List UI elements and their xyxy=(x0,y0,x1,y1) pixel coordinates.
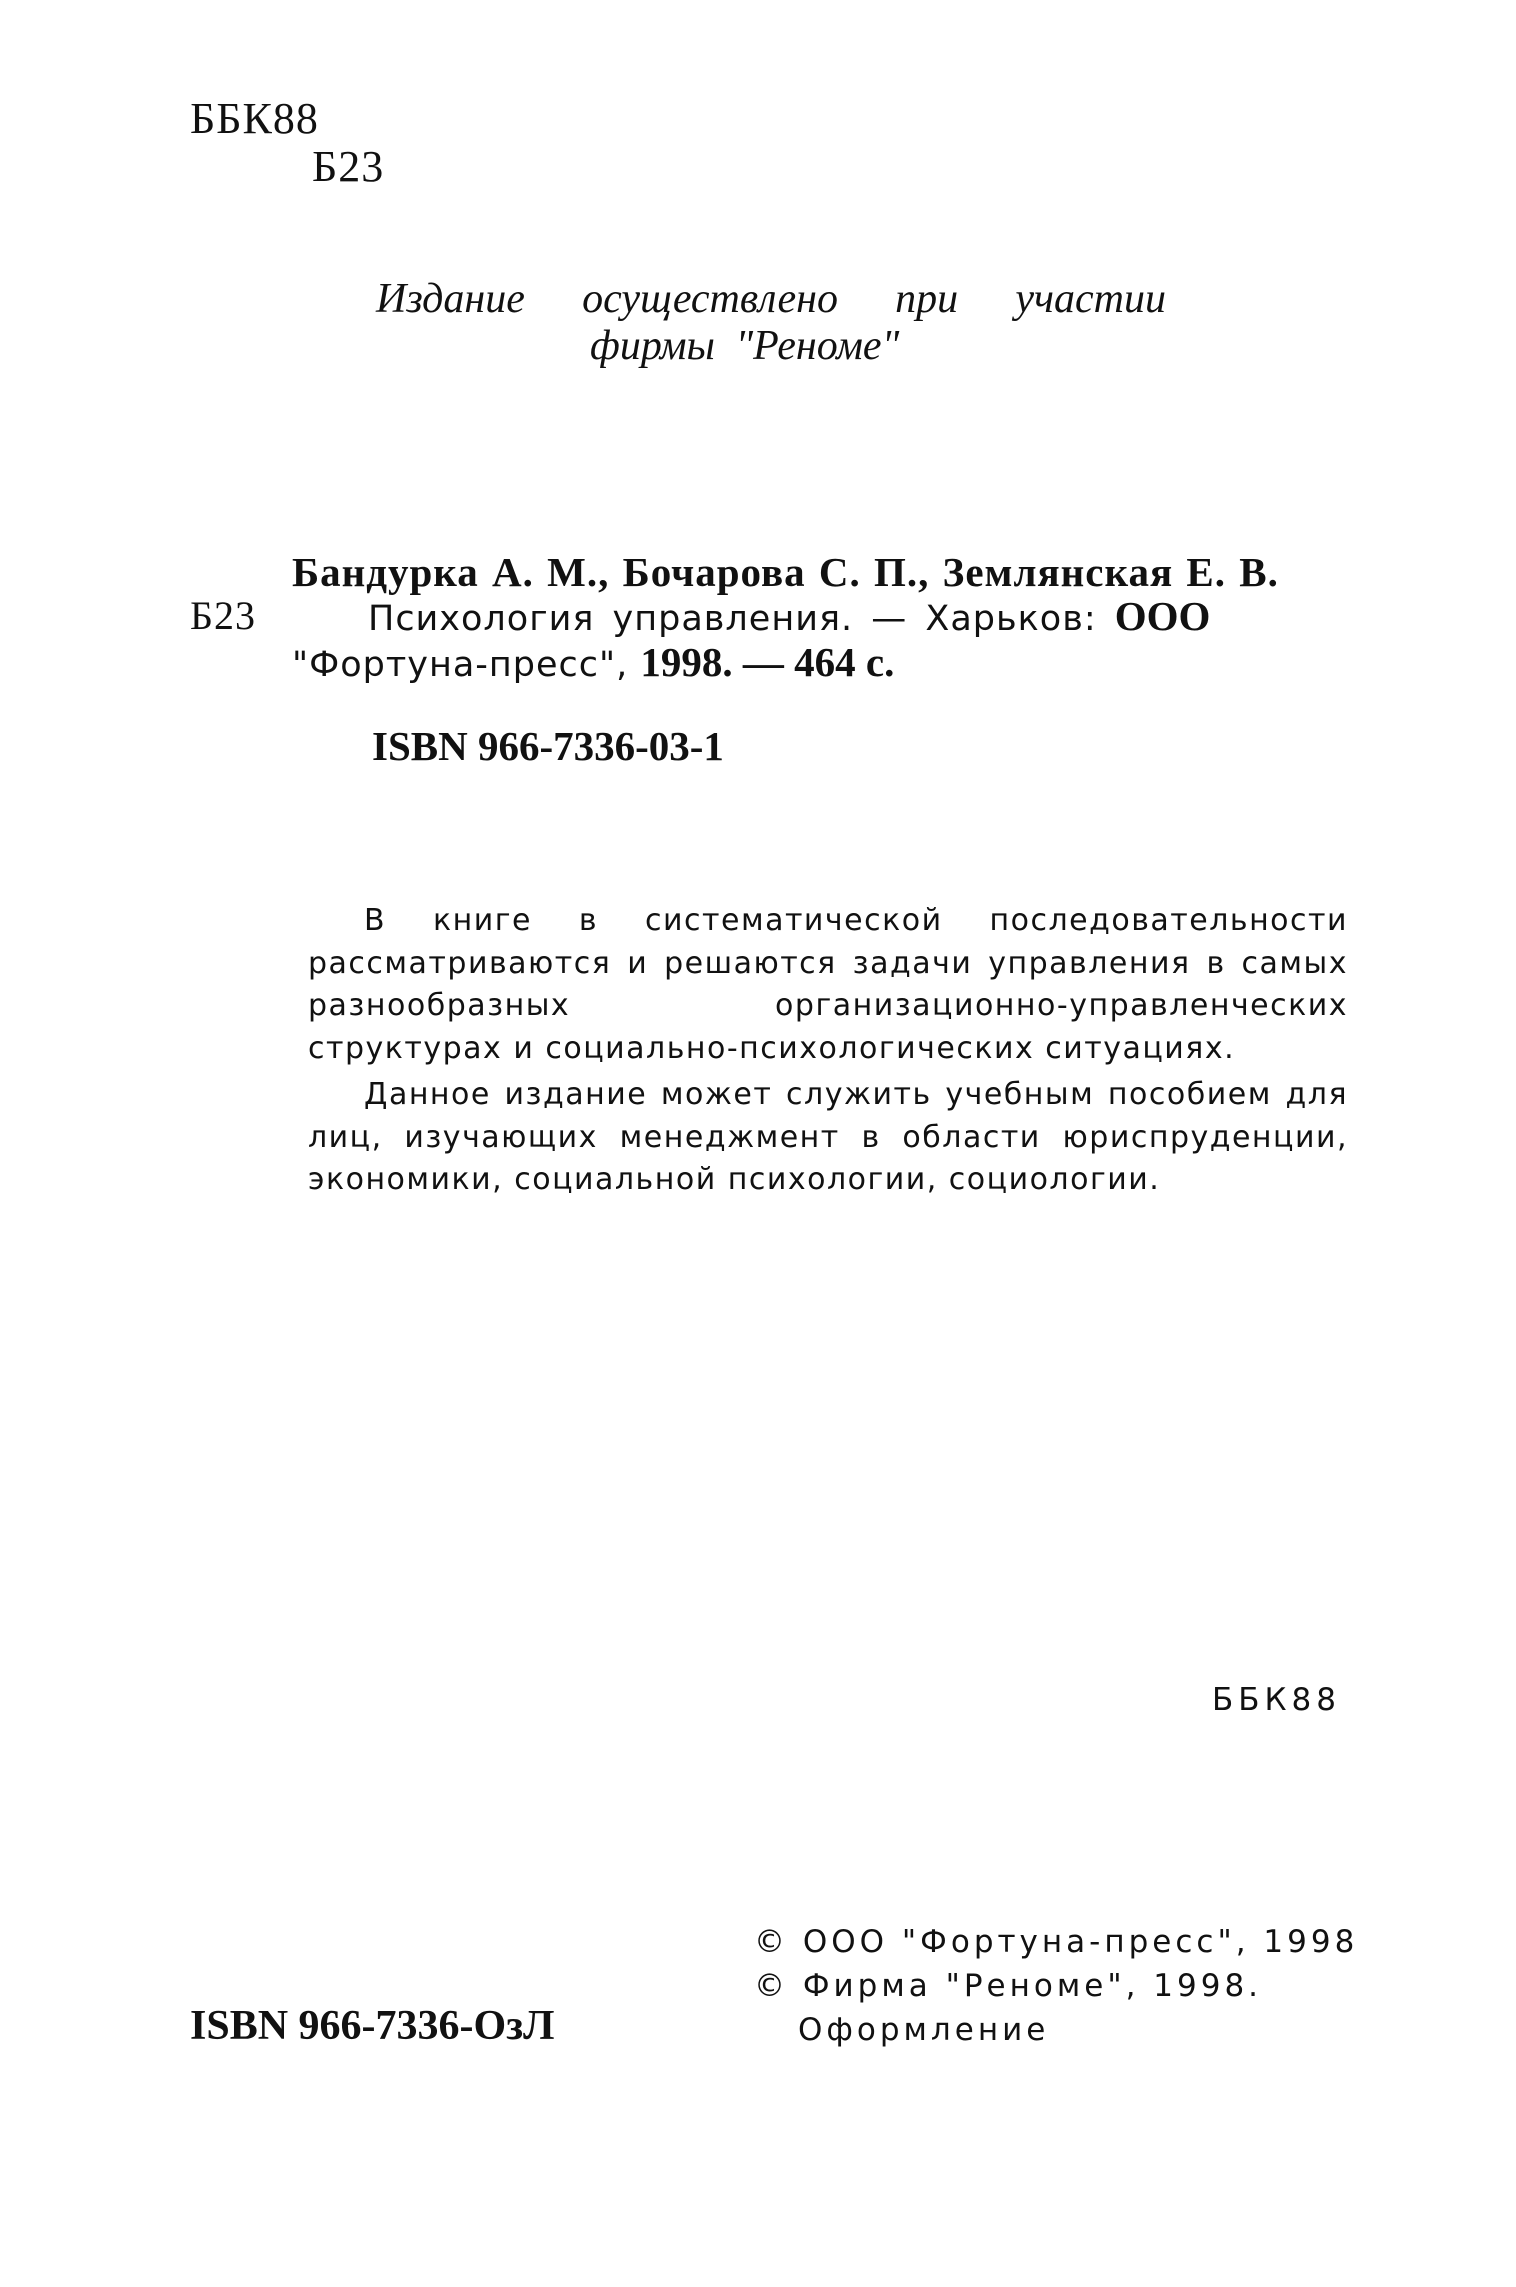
note-word: Издание xyxy=(376,276,525,322)
note-word: участии xyxy=(1015,276,1166,322)
publisher-abbr: ООО xyxy=(1114,593,1211,639)
note-word: при xyxy=(895,276,959,322)
publisher-note-line2: фирмы "Реноме" xyxy=(590,323,900,369)
book-title: Психология управления. — Харьков: xyxy=(368,599,1115,639)
author-sign-top: Б23 xyxy=(312,142,385,191)
publisher-name: "Фортуна-пресс", xyxy=(292,645,641,685)
abstract-paragraph: В книге в систематической последовательности рассматриваются и решаются задачи управления в самых разнообразных организационно-управленческих структурах и социально-психологических ситуациях. xyxy=(308,903,1348,1066)
publisher-note-line1 xyxy=(376,275,1166,323)
abstract-paragraph: Данное издание может служить учебным пособием для лиц, изучающих менеджмент в области юриспруденции, экономики, социальной психологии, социологии. xyxy=(308,1077,1348,1197)
author-sign-record: Б23 xyxy=(190,593,256,638)
copyright-line: © Фирма "Реноме", 1998. xyxy=(754,1968,1263,2004)
title-line xyxy=(368,592,1210,643)
copyright-line: © ООО "Фортуна-пресс", 1998 xyxy=(754,1924,1359,1960)
abstract xyxy=(308,900,1348,1202)
publisher-line xyxy=(292,638,894,689)
note-word: осуществлено xyxy=(582,276,838,322)
bbk-index-top: ББК88 xyxy=(190,94,319,143)
isbn-bottom: ISBN 966-7336-ОзЛ xyxy=(190,2003,555,2049)
authors-line: Бандурка А. М., Бочарова С. П., Землянская Е. В. xyxy=(292,549,1279,595)
isbn-record: ISBN 966-7336-03-1 xyxy=(372,723,724,769)
bbk-index-bottom: ББК88 xyxy=(1212,1682,1341,1718)
year-pages: 1998. — 464 с. xyxy=(640,639,895,685)
copyright-line: Оформление xyxy=(798,2012,1050,2048)
